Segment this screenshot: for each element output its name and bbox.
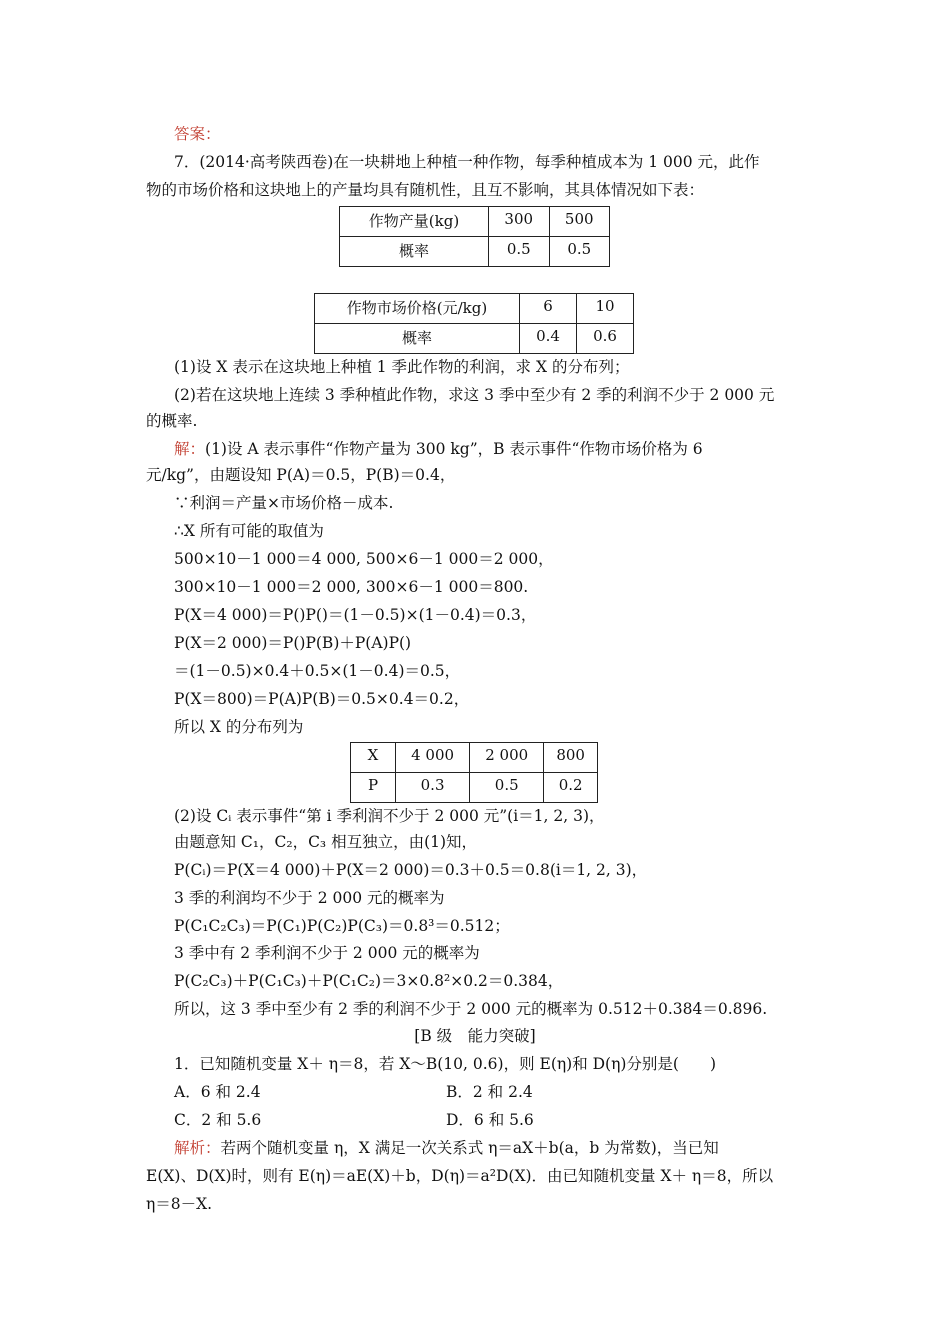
part2-line3: P(Cᵢ)＝P(X＝4 000)＋P(X＝2 000)＝0.3＋0.5＝0.8(i＝1, 2, 3)， bbox=[174, 861, 648, 879]
dist-p-4000: 0.3 bbox=[396, 773, 470, 803]
solution-line1: 解：(1)设 A 表示事件“作物产量为 300 kg”，B 表示事件“作物市场价格为 6 bbox=[174, 440, 703, 458]
q7-part2a: (2)若在这块地上连续 3 季种植此作物，求这 3 季中至少有 2 季的利润不少于 2 000 元 bbox=[174, 386, 775, 404]
yield-prob-500: 0.5 bbox=[549, 237, 610, 267]
q7-line1: 7．(2014·高考陕西卷)在一块耕地上种植一种作物，每季种植成本为 1 000 元，此作 bbox=[174, 153, 760, 171]
dist-header-4000: 4 000 bbox=[396, 743, 470, 773]
section-b-heading: [B 级 能力突破] bbox=[414, 1027, 536, 1045]
b1-option-c: C．2 和 5.6 bbox=[174, 1111, 262, 1129]
solution-line7: P(X＝4 000)＝P()P()＝(1－0.5)×(1－0.4)＝0.3， bbox=[174, 606, 537, 624]
price-prob-label: 概率 bbox=[315, 324, 520, 354]
answer-label: 答案： bbox=[174, 125, 221, 143]
q7-line2: 物的市场价格和这块地上的产量均具有随机性，且互不影响，其具体情况如下表： bbox=[146, 181, 705, 199]
b1-option-b: B．2 和 2.4 bbox=[446, 1083, 533, 1101]
part2-line7: P(C₂C₃)＋P(C₁C₃)＋P(C₁C₂)＝3×0.8²×0.2＝0.384， bbox=[174, 972, 564, 990]
part2-line6: 3 季中有 2 季利润不少于 2 000 元的概率为 bbox=[174, 944, 480, 962]
dist-header-2000: 2 000 bbox=[470, 743, 544, 773]
solution-line3: ∵利润＝产量×市场价格－成本. bbox=[174, 494, 394, 512]
b1-analysis-line3: η＝8－X. bbox=[146, 1195, 213, 1213]
solution-line4: ∴X 所有可能的取值为 bbox=[174, 522, 324, 540]
solution-line11: 所以 X 的分布列为 bbox=[174, 718, 304, 736]
part2-line4: 3 季的利润均不少于 2 000 元的概率为 bbox=[174, 889, 445, 907]
yield-header-500: 500 bbox=[549, 207, 610, 237]
b1-option-d: D．6 和 5.6 bbox=[446, 1111, 534, 1129]
solution-line5: 500×10－1 000＝4 000, 500×6－1 000＝2 000， bbox=[174, 550, 554, 568]
price-header-6: 6 bbox=[520, 294, 577, 324]
dist-p-2000: 0.5 bbox=[470, 773, 544, 803]
part2-line5: P(C₁C₂C₃)＝P(C₁)P(C₂)P(C₃)＝0.8³＝0.512； bbox=[174, 917, 510, 935]
solution-line10: P(X＝800)＝P(A)P(B)＝0.5×0.4＝0.2， bbox=[174, 690, 470, 708]
q7-part1: (1)设 X 表示在这块地上种植 1 季此作物的利润，求 X 的分布列； bbox=[174, 358, 630, 376]
price-header-label: 作物市场价格(元/kg) bbox=[315, 294, 520, 324]
q7-part2b: 的概率. bbox=[146, 412, 198, 430]
price-prob-6: 0.4 bbox=[520, 324, 577, 354]
dist-p-label: P bbox=[351, 773, 396, 803]
part2-line1: (2)设 Cᵢ 表示事件“第 i 季利润不少于 2 000 元”(i＝1, 2, 3)， bbox=[174, 807, 605, 825]
b1-analysis-line1: 解析：若两个随机变量 η，X 满足一次关系式 η＝aX＋b(a，b 为常数)，当已知 bbox=[174, 1139, 719, 1157]
b1-analysis-line2: E(X)、D(X)时，则有 E(η)＝aE(X)＋b，D(η)＝a²D(X)．由已知随机变量 X＋ η＝8，所以 bbox=[146, 1167, 774, 1185]
dist-header-800: 800 bbox=[544, 743, 598, 773]
part2-line8: 所以，这 3 季中至少有 2 季的利润不少于 2 000 元的概率为 0.512＋0.384＝0.896. bbox=[174, 1000, 768, 1018]
analysis-label: 解析： bbox=[174, 1139, 221, 1157]
price-prob-10: 0.6 bbox=[577, 324, 634, 354]
solution-line8: P(X＝2 000)＝P()P(B)＋P(A)P() bbox=[174, 634, 412, 652]
b1-question: 1．已知随机变量 X＋ η＝8，若 X～B(10, 0.6)，则 E(η)和 D(η)分别是( ) bbox=[174, 1055, 717, 1073]
solution-line6: 300×10－1 000＝2 000, 300×6－1 000＝800. bbox=[174, 578, 529, 596]
dist-p-800: 0.2 bbox=[544, 773, 598, 803]
solution-line9: ＝(1－0.5)×0.4＋0.5×(1－0.4)＝0.5， bbox=[174, 662, 461, 680]
yield-header-300: 300 bbox=[489, 207, 550, 237]
solution-line2: 元/kg”，由题设知 P(A)＝0.5，P(B)＝0.4， bbox=[146, 466, 456, 484]
yield-prob-label: 概率 bbox=[340, 237, 489, 267]
yield-prob-300: 0.5 bbox=[489, 237, 550, 267]
solution-label: 解： bbox=[174, 440, 206, 458]
yield-header-label: 作物产量(kg) bbox=[340, 207, 489, 237]
price-header-10: 10 bbox=[577, 294, 634, 324]
distribution-table bbox=[350, 742, 598, 803]
b1-option-a: A．6 和 2.4 bbox=[174, 1083, 261, 1101]
price-table bbox=[314, 293, 634, 354]
part2-line2: 由题意知 C₁，C₂，C₃ 相互独立，由(1)知， bbox=[174, 833, 478, 851]
yield-table bbox=[339, 206, 610, 267]
dist-header-x: X bbox=[351, 743, 396, 773]
